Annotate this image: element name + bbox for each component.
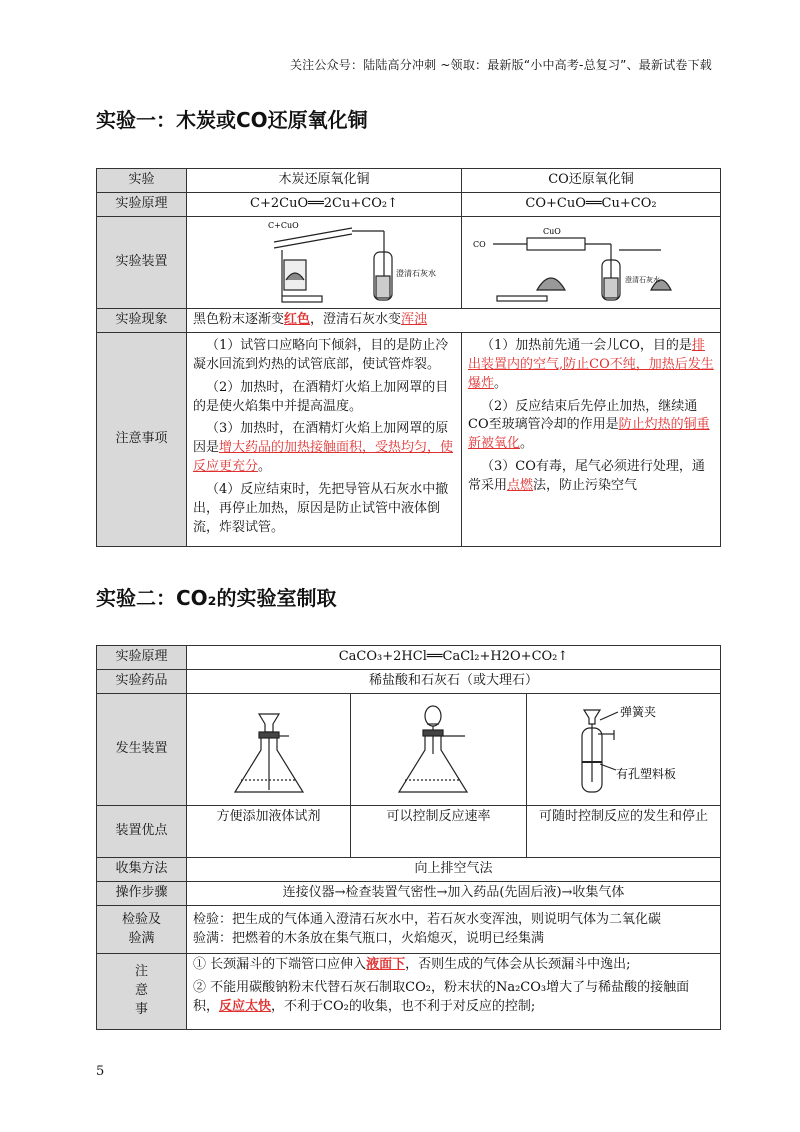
device-1	[187, 694, 351, 806]
exp1-equation-2: CO+CuO══Cu+CO₂	[462, 193, 721, 217]
exp1-notes-label: 注意事项	[97, 333, 187, 547]
exp1-phenomenon: 黑色粉末逐渐变红色，澄清石灰水变浑浊	[187, 309, 721, 333]
label-clip: 弹簧夹	[619, 704, 656, 719]
exp1-equation-1: C+2CuO══2Cu+CO₂↑	[187, 193, 462, 217]
section-title-exp1: 实验一：木炭或CO还原氧化铜	[96, 108, 368, 132]
exp1-notes-carbon: （1）试管口应略向下倾斜，目的是防止冷凝水回流到灼热的试管底部，使试管炸裂。 （2）加热时，在酒精灯火焰上加网罩的目的是使火焰集中并提高温度。 （3）加热时，在酒精灯火焰上加网罩的原因是增大药品的加热接触面积，受热均匀，使反应更充分。 （4）反应结束时，先把导管从石灰水中撤出，再停止加热，原因是防止试管中液体倒流，炸裂试管。	[187, 333, 462, 547]
page-number: 5	[96, 1064, 105, 1079]
exp1-table	[96, 168, 721, 547]
exp1-phenomenon-label: 实验现象	[97, 309, 187, 333]
device-2	[351, 694, 527, 806]
label-limewater: 澄清石灰水	[396, 268, 436, 278]
exp1-head-label: 实验	[97, 169, 187, 193]
exp1-col2-head: CO还原氧化铜	[462, 169, 721, 193]
label-plate: 有孔塑料板	[615, 766, 676, 781]
page-header: 关注公众号：陆陆高分冲刺 ~领取：最新版“小中高考-总复习”、最新试卷下载	[289, 58, 712, 72]
co-apparatus-diagram	[471, 220, 711, 306]
advantage-3: 可随时控制反应的发生和停止	[527, 806, 721, 858]
label-c-cuo: C+CuO	[268, 220, 299, 230]
exp2-notes: ① 长颈漏斗的下端管口应伸入液面下，否则生成的气体会从长颈漏斗中逸出; ② 不能用碳酸钠粉末代替石灰石制取CO₂，粉末状的Na₂CO₃增大了与稀盐酸的接触面积，反应太快，不利于CO₂的收集，也不利于对反应的控制;	[187, 954, 721, 1030]
exp2-reagents: 稀盐酸和石灰石（或大理石）	[187, 670, 721, 694]
exp1-principle-label: 实验原理	[97, 193, 187, 217]
exp2-collect: 向上排空气法	[187, 858, 721, 882]
label-limewater-2: 澄清石灰水	[625, 275, 660, 284]
exp2-collect-label: 收集方法	[97, 858, 187, 882]
section-title-exp2: 实验二：CO₂的实验室制取	[96, 586, 337, 610]
exp2-principle-label: 实验原理	[97, 646, 187, 670]
advantage-2: 可以控制反应速率	[351, 806, 527, 858]
tube-plate-diagram	[544, 700, 704, 800]
exp2-equation: CaCO₃+2HCl══CaCl₂+H2O+CO₂↑	[187, 646, 721, 670]
exp2-device-label: 发生装置	[97, 694, 187, 806]
exp1-notes-co: （1）加热前先通一会儿CO，目的是排出装置内的空气,防止CO不纯，加热后发生爆炸。 （2）反应结束后先停止加热，继续通CO至玻璃管冷却的作用是防止灼热的铜重新被氧化。 （3）CO有毒，尾气必须进行处理，通常采用点燃法，防止污染空气	[462, 333, 721, 547]
apparatus-carbon	[187, 217, 462, 309]
exp2-reagents-label: 实验药品	[97, 670, 187, 694]
exp2-check-label: 检验及 验满	[97, 906, 187, 954]
exp1-col1-head: 木炭还原氧化铜	[187, 169, 462, 193]
apparatus-co	[462, 217, 721, 309]
label-cuo: CuO	[543, 226, 561, 236]
exp1-apparatus-label: 实验装置	[97, 217, 187, 309]
exp2-notes-label: 注 意 事	[97, 954, 187, 1030]
exp2-steps: 连接仪器→检查装置气密性→加入药品(先固后液)→收集气体	[187, 882, 721, 906]
carbon-apparatus-diagram	[224, 220, 436, 306]
device-3	[527, 694, 721, 806]
flask-funnel-diagram	[219, 700, 319, 800]
flask-separatory-funnel-diagram	[389, 700, 489, 800]
exp2-advantage-label: 装置优点	[97, 806, 187, 858]
label-co: CO	[473, 239, 486, 249]
exp2-check: 检验：把生成的气体通入澄清石灰水中，若石灰水变浑浊，则说明气体为二氧化碳 验满：把燃着的木条放在集气瓶口，火焰熄灭，说明已经集满	[187, 906, 721, 954]
exp2-steps-label: 操作步骤	[97, 882, 187, 906]
exp2-table	[96, 645, 721, 1030]
advantage-1: 方便添加液体试剂	[187, 806, 351, 858]
